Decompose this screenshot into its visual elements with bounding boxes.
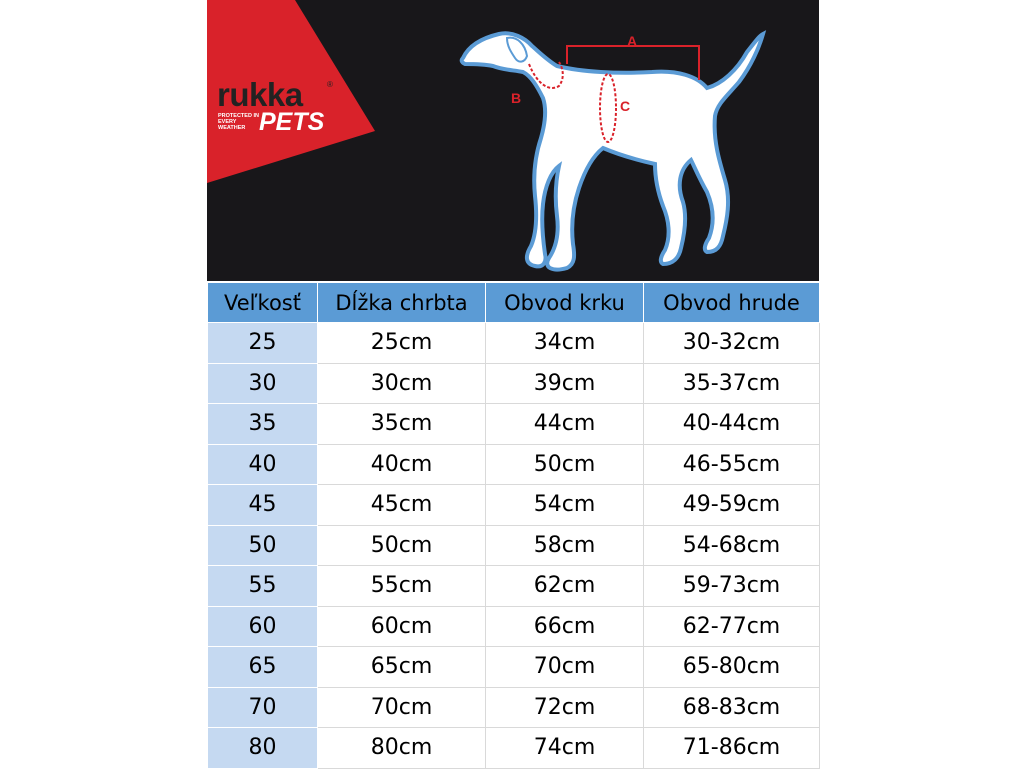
- size-cell: 35: [208, 404, 318, 445]
- back-length-cell: 45cm: [318, 485, 486, 526]
- diagram-label-b: B: [511, 90, 522, 106]
- chest-girth-cell: 68-83cm: [644, 687, 820, 728]
- chest-girth-cell: 65-80cm: [644, 647, 820, 688]
- size-cell: 65: [208, 647, 318, 688]
- neck-girth-cell: 39cm: [486, 363, 644, 404]
- chest-girth-cell: 54-68cm: [644, 525, 820, 566]
- neck-girth-cell: 58cm: [486, 525, 644, 566]
- back-length-cell: 60cm: [318, 606, 486, 647]
- neck-girth-cell: 50cm: [486, 444, 644, 485]
- neck-girth-cell: 70cm: [486, 647, 644, 688]
- table-row: [208, 363, 820, 404]
- neck-girth-cell: 66cm: [486, 606, 644, 647]
- chest-girth-cell: 71-86cm: [644, 728, 820, 769]
- brand-logo: [217, 78, 303, 111]
- size-cell: 50: [208, 525, 318, 566]
- table-row: [208, 444, 820, 485]
- table-row: [208, 323, 820, 364]
- size-cell: 30: [208, 363, 318, 404]
- chest-girth-cell: 46-55cm: [644, 444, 820, 485]
- header-chest-girth: Obvod hrude: [644, 283, 820, 323]
- brand-name: rukka: [217, 76, 303, 113]
- back-length-cell: 25cm: [318, 323, 486, 364]
- neck-girth-cell: 34cm: [486, 323, 644, 364]
- back-length-cell: 35cm: [318, 404, 486, 445]
- size-cell: 40: [208, 444, 318, 485]
- neck-girth-cell: 72cm: [486, 687, 644, 728]
- back-length-cell: 40cm: [318, 444, 486, 485]
- size-cell: 25: [208, 323, 318, 364]
- chest-girth-cell: 30-32cm: [644, 323, 820, 364]
- table-row: [208, 525, 820, 566]
- neck-girth-cell: 62cm: [486, 566, 644, 607]
- size-cell: 60: [208, 606, 318, 647]
- size-table: [207, 282, 820, 769]
- table-row: [208, 485, 820, 526]
- dog-measurement-diagram: [462, 33, 763, 269]
- brand-tagline: PROTECTED IN EVERY WEATHER: [218, 113, 259, 131]
- size-cell: 55: [208, 566, 318, 607]
- size-cell: 80: [208, 728, 318, 769]
- chest-girth-cell: 40-44cm: [644, 404, 820, 445]
- chest-girth-cell: 62-77cm: [644, 606, 820, 647]
- banner-graphics: [207, 0, 819, 281]
- table-body: [208, 323, 820, 769]
- neck-girth-cell: 44cm: [486, 404, 644, 445]
- header-banner: [207, 0, 819, 281]
- neck-girth-cell: 54cm: [486, 485, 644, 526]
- header-size: Veľkosť: [208, 283, 318, 323]
- brand-sub-name: PETS: [259, 108, 325, 136]
- back-length-cell: 65cm: [318, 647, 486, 688]
- dog-silhouette: [462, 33, 763, 269]
- chest-girth-cell: 59-73cm: [644, 566, 820, 607]
- chest-girth-cell: 35-37cm: [644, 363, 820, 404]
- table-row: [208, 606, 820, 647]
- diagram-label-c: C: [620, 98, 631, 114]
- size-cell: 70: [208, 687, 318, 728]
- size-cell: 45: [208, 485, 318, 526]
- back-length-cell: 70cm: [318, 687, 486, 728]
- table-row: [208, 687, 820, 728]
- table-row: [208, 566, 820, 607]
- back-length-cell: 55cm: [318, 566, 486, 607]
- header-neck-girth: Obvod krku: [486, 283, 644, 323]
- neck-girth-cell: 74cm: [486, 728, 644, 769]
- registered-mark: ®: [327, 80, 333, 89]
- header-back-length: Dĺžka chrbta: [318, 283, 486, 323]
- table-row: [208, 647, 820, 688]
- diagram-label-a: A: [627, 33, 638, 49]
- table-row: [208, 728, 820, 769]
- table-header-row: [208, 283, 820, 323]
- chest-girth-cell: 49-59cm: [644, 485, 820, 526]
- size-chart-sheet: [207, 0, 819, 768]
- back-length-cell: 80cm: [318, 728, 486, 769]
- back-length-cell: 30cm: [318, 363, 486, 404]
- table-row: [208, 404, 820, 445]
- back-length-cell: 50cm: [318, 525, 486, 566]
